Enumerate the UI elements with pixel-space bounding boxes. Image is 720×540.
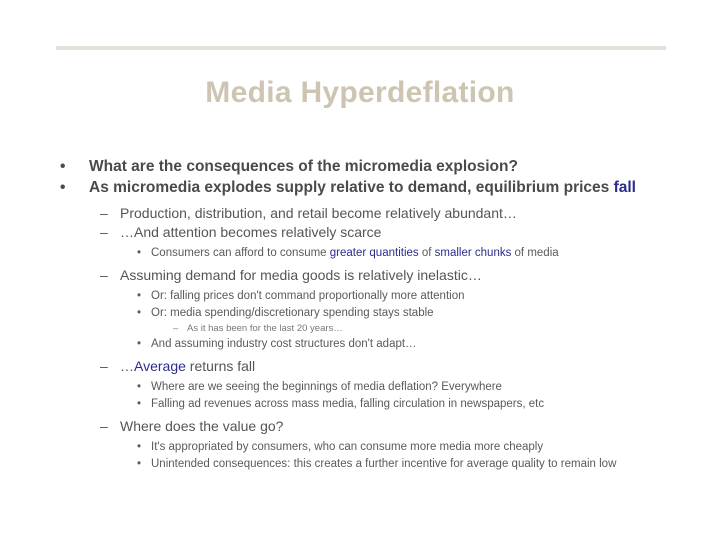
subpoint-text: returns fall [185,358,256,374]
bullet-marker: • [137,247,142,259]
detail-everywhere [60,379,680,396]
detail-20-years [60,322,680,336]
detail-ad-revenues [60,396,680,413]
detail-text: And assuming industry cost structures don't adapt… [151,338,417,350]
bullet-text: As micromedia explodes supply relative to demand, equilibrium prices [89,179,614,196]
detail-text: Or: media spending/discretionary spending stays stable [151,307,434,319]
detail-spending [60,305,680,322]
detail-consumers-appropriate [60,439,680,456]
bullet-marker: • [137,290,142,302]
detail-text: Falling ad revenues across mass media, falling circulation in newspapers, etc [151,398,545,410]
bullet-marker: • [137,381,142,393]
title-rule [56,46,666,50]
highlight-greater-quantities: greater quantities [329,247,419,259]
subpoint-inelastic [60,266,680,285]
detail-text: Unintended consequences: this creates a further incentive for average quality to remain low [151,458,617,470]
bullet-prices-fall [60,177,680,198]
dash-marker: – [100,224,108,240]
dash-marker: – [100,418,108,434]
bullet-marker: • [60,158,66,175]
subpoint-text: Where does the value go? [120,418,284,434]
subpoint-text: … [120,358,134,374]
detail-text: Where are we seeing the beginnings of media deflation? Everywhere [151,381,502,393]
detail-text: Consumers can afford to consume [151,247,330,259]
highlight-average: Average [134,358,186,374]
bullet-marker: • [137,441,142,453]
dash-marker: – [100,358,108,374]
subpoint-text: …And attention becomes relatively scarce [120,224,382,240]
detail-consumers [60,245,680,262]
detail-unintended [60,456,680,473]
detail-text: of media [511,247,559,259]
subpoint-value [60,417,680,436]
highlight-fall: fall [613,179,636,196]
bullet-marker: • [137,398,142,410]
bullet-marker: • [137,338,142,350]
detail-text: As it has been for the last 20 years… [187,323,343,334]
detail-attention [60,288,680,305]
bullet-marker: • [137,458,142,470]
slide-body [60,156,680,473]
bullet-text: What are the consequences of the micromedia explosion? [89,158,518,175]
slide-title: Media Hyperdeflation [205,76,515,109]
detail-text: Or: falling prices don't command proportionally more attention [151,290,465,302]
subpoint-text: Production, distribution, and retail become relatively abundant… [120,205,517,221]
detail-text: of [418,247,435,259]
bullet-marker: • [60,179,66,196]
bullet-consequences [60,156,680,177]
subpoint-returns-fall [60,357,680,376]
bullet-marker: • [137,307,142,319]
subpoint-scarce [60,223,680,242]
subpoint-abundant [60,204,680,223]
detail-text: It's appropriated by consumers, who can consume more media more cheaply [151,441,544,453]
dash-marker: – [100,205,108,221]
subpoint-text: Assuming demand for media goods is relatively inelastic… [120,267,482,283]
highlight-smaller-chunks: smaller chunks [434,247,512,259]
detail-cost-structures [60,336,680,353]
dash-marker: – [173,323,179,334]
dash-marker: – [100,267,108,283]
